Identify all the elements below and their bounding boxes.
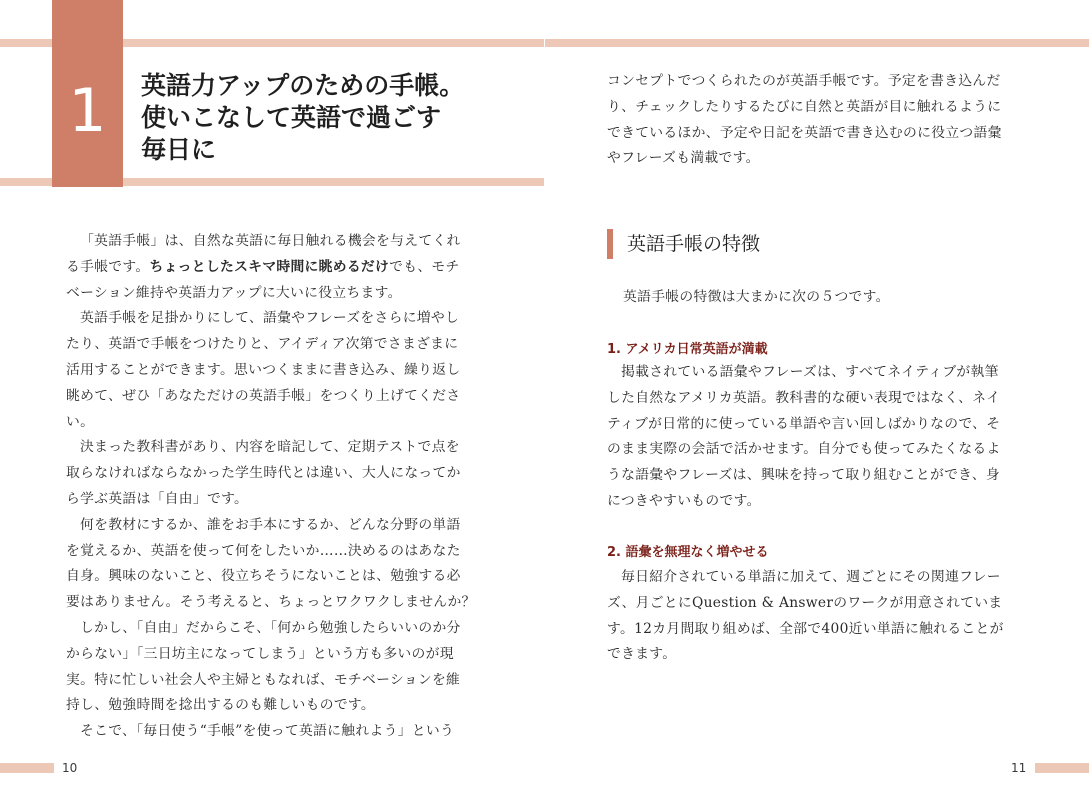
emphasis-text: ちょっとしたスキマ時間に眺めるだけ (149, 258, 390, 275)
text-line: 毎日紹介されている単語に加えて、週ごとにその関連フレー (621, 569, 1001, 585)
page-number: 10 (62, 761, 78, 775)
text-line: 取らなければならなかった学生時代とは違い、大人になってか (66, 465, 461, 482)
top-band (545, 39, 1089, 47)
chapter-number-block (52, 0, 123, 187)
left-page (0, 0, 544, 800)
text-line: 掲載されている語彙やフレーズは、すべてネイティブが執筆 (621, 364, 999, 380)
text-span: でも、モチ (389, 258, 460, 275)
feature-heading: 1. アメリカ日常英語が満載 (607, 342, 768, 357)
text-line: した自然なアメリカ英語。教科書的な硬い表現ではなく、ネイ (607, 389, 1001, 406)
footer-bar (1035, 763, 1089, 773)
text-line: 英語手帳の特徴は大まかに次の５つです。 (623, 289, 890, 305)
footer-bar (0, 763, 54, 773)
text-line: 要はありません。そう考えると、ちょっとワクワクしませんか？ (66, 594, 476, 611)
text-line: 活用することができます。思いつくままに書き込み、繰り返し (66, 361, 461, 378)
section-accent-bar (607, 229, 613, 259)
section-title: 英語手帳の特徴 (627, 233, 761, 255)
text-line: やフレーズも満載です。 (607, 150, 760, 167)
text-line: す。12カ月間取り組めば、全部で400近い単語に触れることが (607, 620, 1004, 637)
right-intro-text (607, 69, 1002, 172)
text-line: しかし、「自由」だからこそ、「何から勉強したらいいのか分 (80, 619, 461, 636)
text-line: 眺めて、ぜひ「あなただけの英語手帳」をつくり上げてくださ (66, 387, 461, 404)
text-line: 持し、勉強時間を捻出するのも難しいものです。 (66, 697, 376, 714)
text-line: ティブが日常的に使っている単語や言い回しばかりなので、そ (607, 415, 1001, 432)
text-line: ら学ぶ英語は「自由」です。 (66, 490, 249, 507)
right-page (545, 0, 1089, 800)
text-line: からない」「三日坊主になってしまう」という方も多いのが現 (66, 645, 454, 662)
text-line: り、チェックしたりするたびに自然と英語が目に触れるように (607, 98, 1002, 115)
feature-body (607, 360, 1001, 515)
chapter-title (141, 70, 541, 166)
page-number: 11 (1011, 761, 1027, 775)
text-line: 何を教材にするか、誰をお手本にするか、どんな分野の単語 (80, 516, 461, 533)
chapter-title-line: 英語力アップのための手帳。 (141, 71, 465, 100)
text-line: を覚えるか、英語を使って何をしたいか……決めるのはあなた (66, 542, 461, 559)
chapter-number: 1 (68, 76, 107, 146)
chapter-title-line: 毎日に (141, 135, 217, 164)
text-line: 英語手帳を足掛かりにして、語彙やフレーズをさらに増やし (80, 310, 460, 327)
text-line: 決まった教科書があり、内容を暗記して、定期テストで点を (80, 439, 460, 456)
chapter-title-line: 使いこなして英語で過ごす (141, 103, 442, 132)
feature-heading: 2. 語彙を無理なく増やせる (607, 545, 769, 560)
text-line: ベーション維持や英語力アップに大いに役立ちます。 (66, 284, 402, 301)
text-line: たり、英語で手帳をつけたりと、アイディア次第でさまざまに (66, 336, 459, 353)
text-line: につきやすいものです。 (607, 492, 761, 509)
left-body-text (66, 229, 476, 745)
features-intro (623, 285, 890, 311)
text-line: うな語彙やフレーズは、興味を持って取り組むことができ、身 (607, 467, 1000, 484)
text-line: 実。特に忙しい社会人や主婦ともなれば、モチベーションを維 (66, 671, 461, 688)
text-line: そこで、「毎日使う“手帳”を使って英語に触れよう」という (80, 723, 455, 740)
text-line: できているほか、予定や日記を英語で書き込むのに役立つ語彙 (607, 124, 1002, 141)
text-line: コンセプトでつくられたのが英語手帳です。予定を書き込んだ (607, 73, 1001, 89)
text-line: ズ、月ごとにQuestion & Answerのワークが用意されていま (607, 594, 1003, 611)
text-line: できます。 (607, 646, 677, 663)
text-line: 「英語手帳」は、自然な英語に毎日触れる機会を与えてくれ (80, 233, 461, 249)
text-line (66, 255, 476, 281)
feature-body (607, 565, 1004, 668)
text-line: のまま実際の会話で活かせます。自分でも使ってみたくなるよ (607, 441, 1001, 458)
text-line: 自身。興味のないこと、役立ちそうにないことは、勉強する必 (66, 568, 461, 585)
text-span: る手帳です。 (66, 258, 150, 275)
text-line: い。 (66, 413, 95, 430)
